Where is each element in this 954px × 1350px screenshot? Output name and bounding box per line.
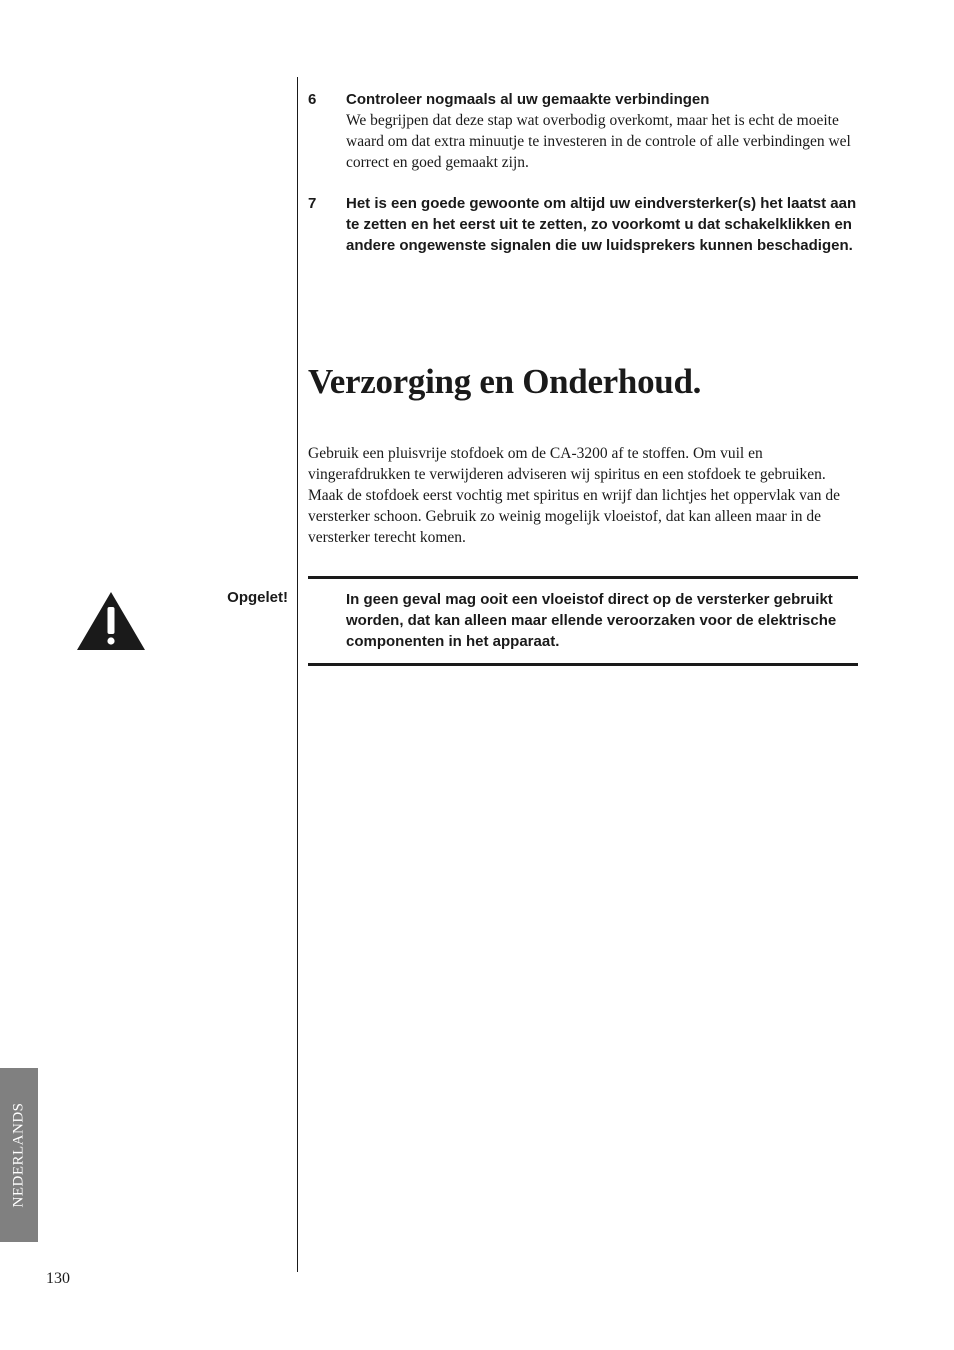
page-number: 130 xyxy=(46,1270,70,1287)
step-title: Controleer nogmaals al uw gemaakte verbindingen xyxy=(346,91,710,108)
step-6 xyxy=(308,89,868,173)
warning-top-rule xyxy=(308,576,858,579)
language-tab-label: NEDERLANDS xyxy=(10,1102,27,1208)
step-number: 7 xyxy=(308,195,317,212)
warning-triangle-icon xyxy=(76,590,146,652)
column-divider xyxy=(297,77,298,1272)
step-7 xyxy=(308,193,868,256)
section-heading: Verzorging en Onderhoud. xyxy=(308,362,702,401)
section-body: Gebruik een pluisvrije stofdoek om de CA-3200 af te stoffen. Om vuil en vingerafdrukken te verwijderen adviseren wij spiritus en een stofdoek te gebruiken. Maak de stofdoek eerst vochtig met spiritus en wrijf dan lichtjes het oppervlak van de versterker schoon. Gebruik zo weinig mogelijk vloeistof, dat kan alleen maar in de versterker terecht komen. xyxy=(308,445,841,546)
language-tab xyxy=(0,1068,38,1242)
warning-text: In geen geval mag ooit een vloeistof direct op de versterker gebruikt worden, dat kan alleen maar ellende veroorzaken voor de elektrische componenten in het apparaat. xyxy=(346,591,837,650)
warning-bottom-rule xyxy=(308,663,858,666)
step-text: We begrijpen dat deze stap wat overbodig overkomt, maar het is echt de moeite waard om dat extra minuutje te investeren in de controle of alle verbindingen wel correct en goed gemaakt zijn. xyxy=(346,112,851,171)
step-text: Het is een goede gewoonte om altijd uw eindversterker(s) het laatst aan te zetten en het eerst uit te zetten, zo voorkomt u dat schakelklikken en andere ongewenste signalen die uw luidsprekers kunnen beschadigen. xyxy=(346,195,857,254)
warning-label: Opgelet! xyxy=(227,589,288,606)
step-number: 6 xyxy=(308,91,317,108)
